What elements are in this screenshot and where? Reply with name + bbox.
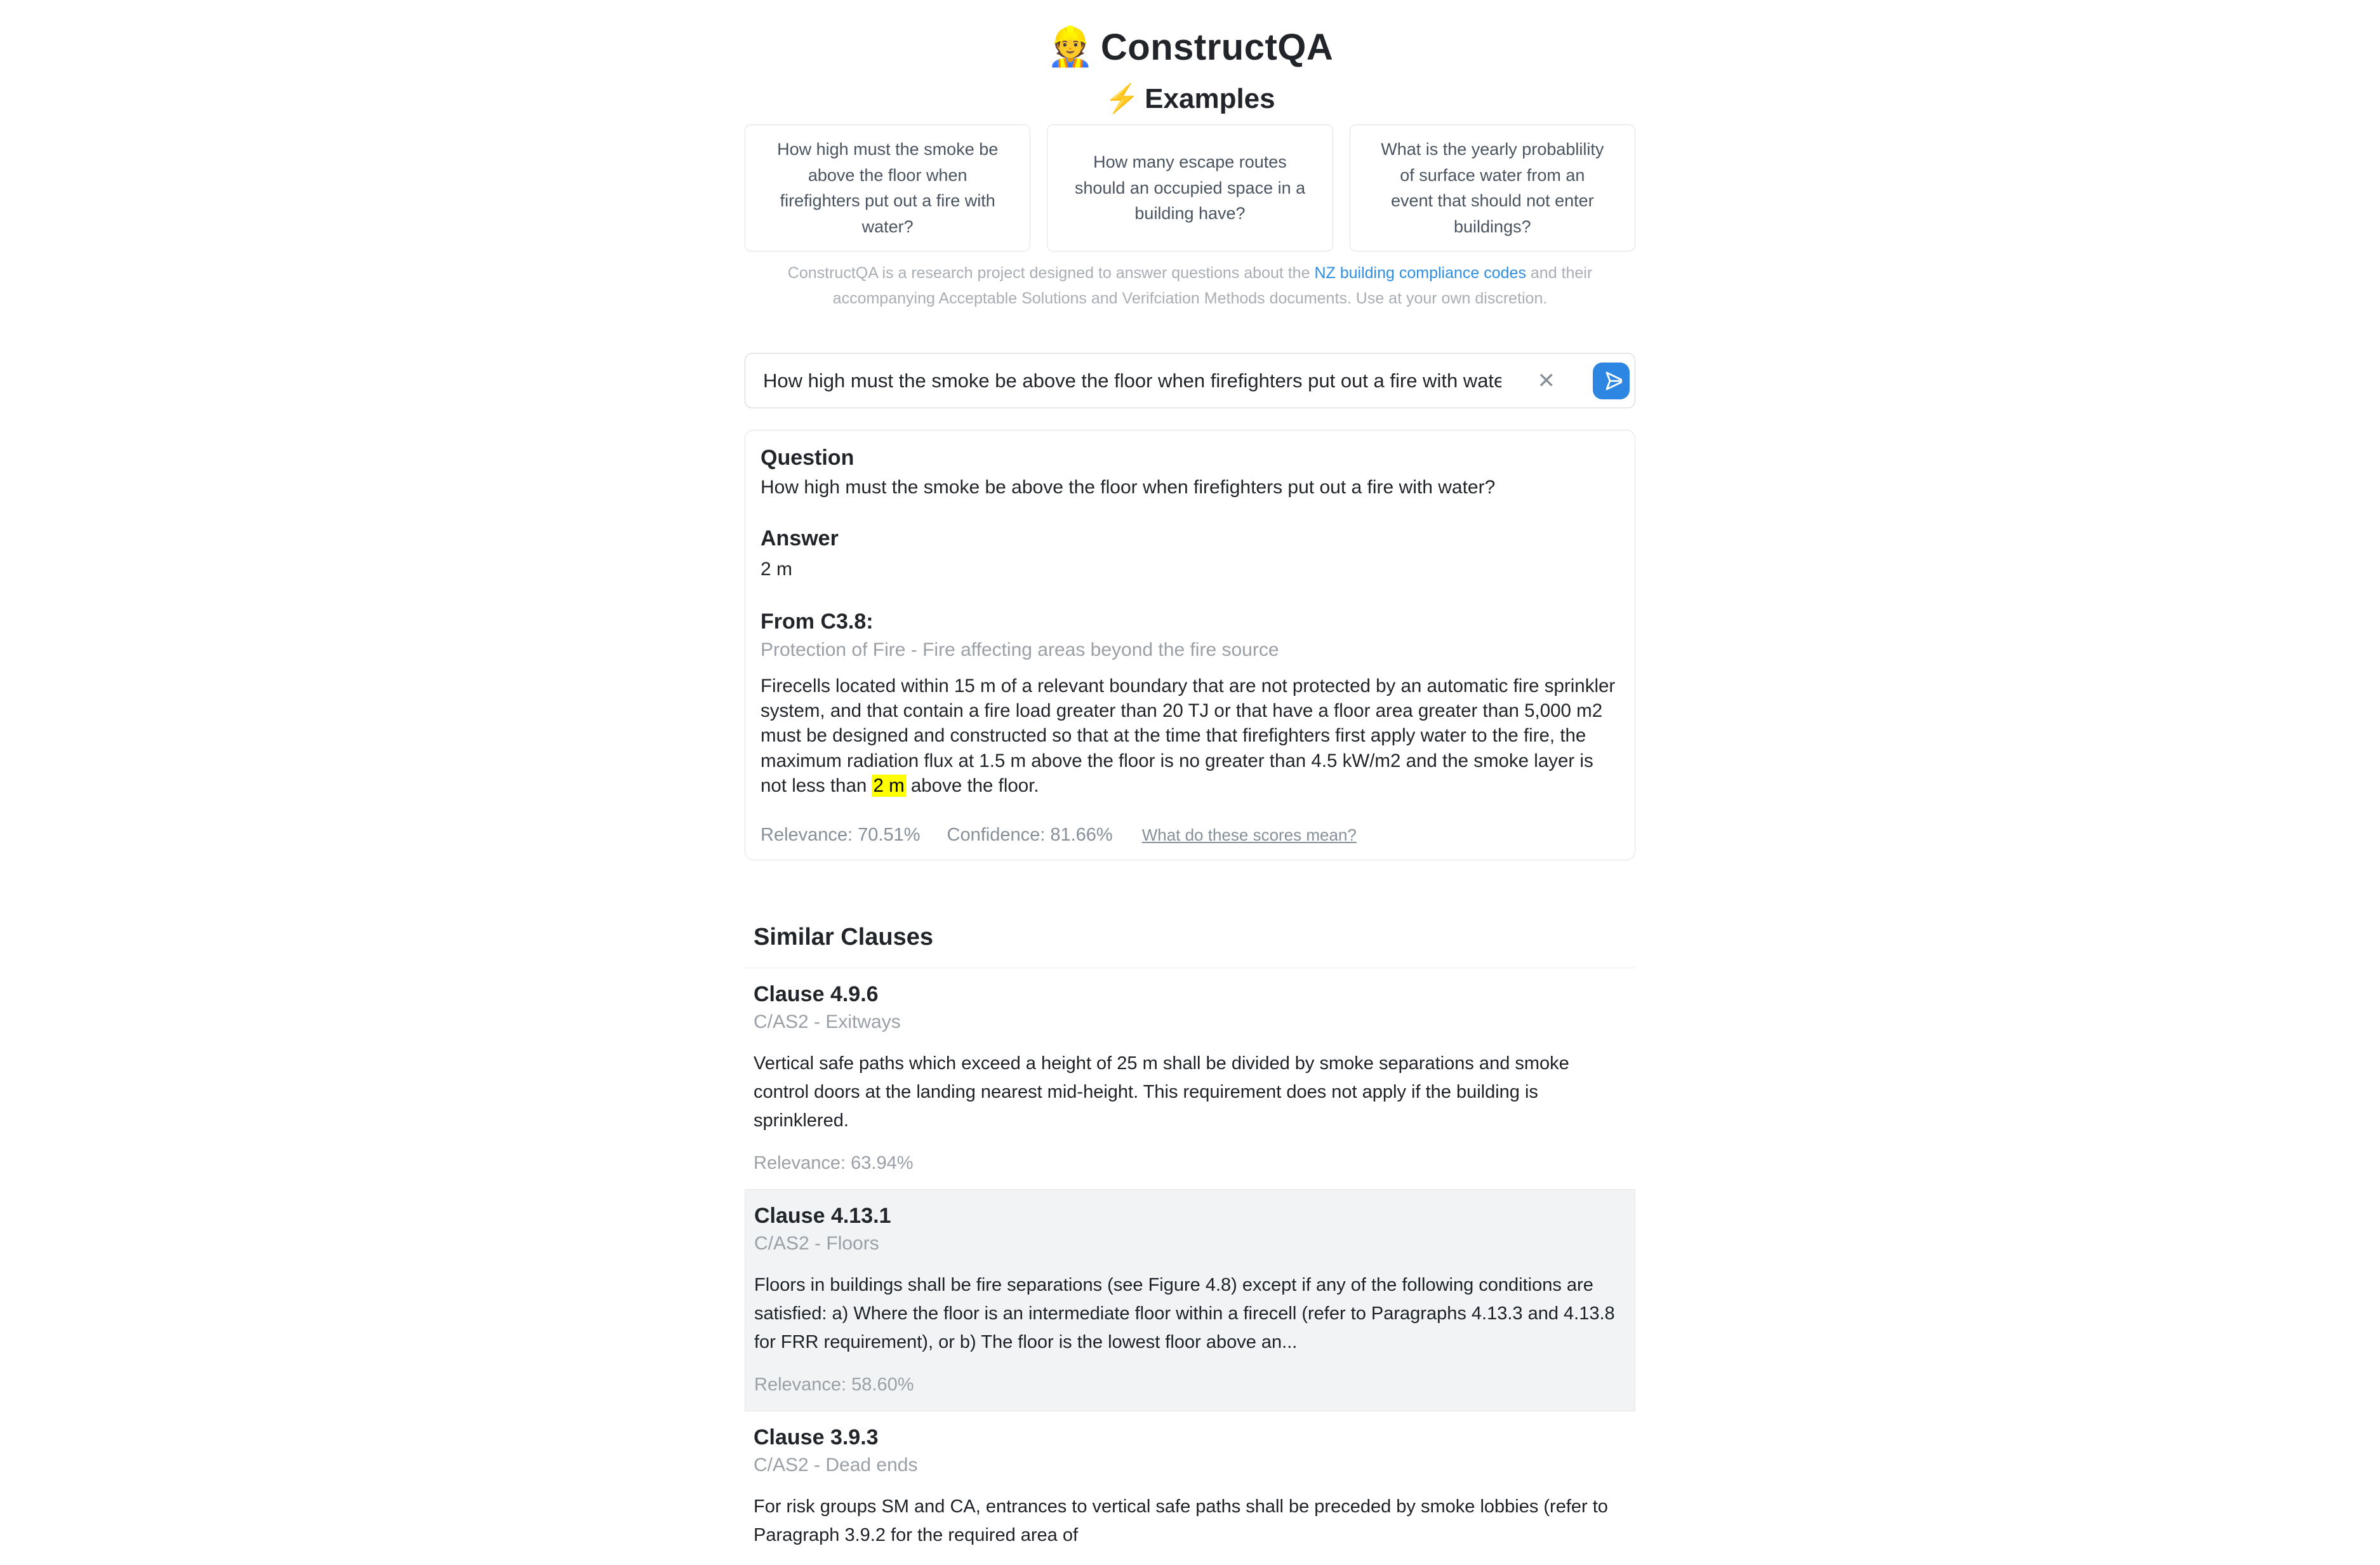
passage-before-highlight: Firecells located within 15 m of a relevant boundary that are not protected by an automatic fire sprinkler system, and that contain a fire load greater than 20 TJ or that have a floor area greater than 5,000 m2 must be designed and constructed so that at the time that firefighters first apply water to the fire, the maximum radiation flux at 1.5 m above the floor is no greater than 4.5 kW/m2 and the smoke layer is not less than [761, 676, 1616, 796]
example-question-card-3[interactable] [1350, 124, 1635, 251]
examples-heading [745, 82, 1635, 115]
disclaimer-text [759, 260, 1622, 311]
source-clause-subtitle: Protection of Fire - Fire affecting areas beyond the fire source [761, 639, 1279, 660]
scores-row [761, 825, 1619, 846]
header [745, 0, 1635, 115]
submit-question-button[interactable] [1593, 363, 1630, 399]
scores-explanation-link[interactable]: What do these scores mean? [1141, 825, 1357, 845]
answer-text: 2 m [761, 559, 793, 580]
clause-title: Clause 3.9.3 [754, 1425, 879, 1449]
clause-source: C/AS2 - Floors [754, 1232, 879, 1254]
question-input[interactable] [745, 353, 1635, 408]
clause-source: C/AS2 - Exitways [754, 1011, 901, 1033]
answer-section-heading: Answer [761, 526, 839, 550]
nz-building-codes-link[interactable]: NZ building compliance codes [1314, 264, 1526, 282]
answer-card [745, 430, 1635, 860]
clause-source: C/AS2 - Dead ends [754, 1454, 918, 1475]
clause-text: Vertical safe paths which exceed a height of 25 m shall be divided by smoke separations and smoke control doors at the landing nearest mid-height. This requirement does not apply if the building is sprinklered. [754, 1053, 1569, 1131]
clause-text: For risk groups SM and CA, entrances to vertical safe paths shall be preceded by smoke lobbies (refer to Paragraph 3.9.2 for the required area of [754, 1496, 1608, 1545]
example-question-text: What is the yearly probablility of surface water from an event that should not enter buildings? [1381, 140, 1604, 236]
disclaimer-after-link: and their accompanying Acceptable Solutions and Verifciation Methods documents. Use at your own discretion. [832, 264, 1593, 307]
clause-title: Clause 4.13.1 [754, 1203, 891, 1228]
clause-relevance: Relevance: 58.60% [754, 1374, 914, 1395]
app-title-text: ConstructQA [1100, 27, 1334, 68]
clause-relevance: Relevance: 63.94% [754, 1152, 914, 1173]
page-content [745, 0, 1635, 1565]
source-passage [761, 674, 1619, 798]
search-bar [745, 353, 1635, 408]
clause-text: Floors in buildings shall be fire separations (see Figure 4.8) except if any of the following conditions are satisfied: a) Where the floor is an intermediate floor within a firecell (refer to Paragraphs 4.13.3 and 4.13.8 for FRR requirement), or b) The floor is the lowest floor above an... [754, 1274, 1615, 1352]
example-question-text: How many escape routes should an occupied space in a building have? [1074, 152, 1306, 223]
disclaimer-before-link: ConstructQA is a research project designed to answer questions about the [787, 264, 1315, 282]
lightning-bolt-icon: ⚡ [1105, 83, 1140, 114]
similar-clause-row-2[interactable] [745, 1189, 1635, 1411]
similar-clause-row-1[interactable] [745, 968, 1635, 1189]
example-question-card-2[interactable] [1047, 124, 1333, 251]
examples-heading-text: Examples [1145, 83, 1275, 114]
similar-clause-row-3[interactable] [745, 1411, 1635, 1565]
highlighted-answer: 2 m [873, 775, 905, 796]
passage-after-highlight: above the floor. [905, 775, 1039, 796]
example-questions-row [745, 124, 1635, 251]
paper-plane-icon [1600, 370, 1622, 392]
clear-input-button[interactable]: ✕ [1535, 368, 1559, 394]
example-question-text: How high must the smoke be above the floor when firefighters put out a fire with water? [777, 140, 999, 236]
construction-worker-icon: 👷 [1046, 25, 1094, 68]
relevance-score: Relevance: 70.51% [761, 825, 921, 846]
question-text: How high must the smoke be above the floor when firefighters put out a fire with water? [761, 477, 1496, 498]
app-title [745, 24, 1635, 69]
clause-title: Clause 4.9.6 [754, 982, 879, 1007]
similar-clauses-heading: Similar Clauses [754, 924, 934, 951]
confidence-score: Confidence: 81.66% [947, 825, 1113, 846]
question-section-heading: Question [761, 446, 854, 470]
example-question-card-1[interactable] [745, 124, 1030, 251]
source-clause-heading: From C3.8: [761, 609, 874, 634]
